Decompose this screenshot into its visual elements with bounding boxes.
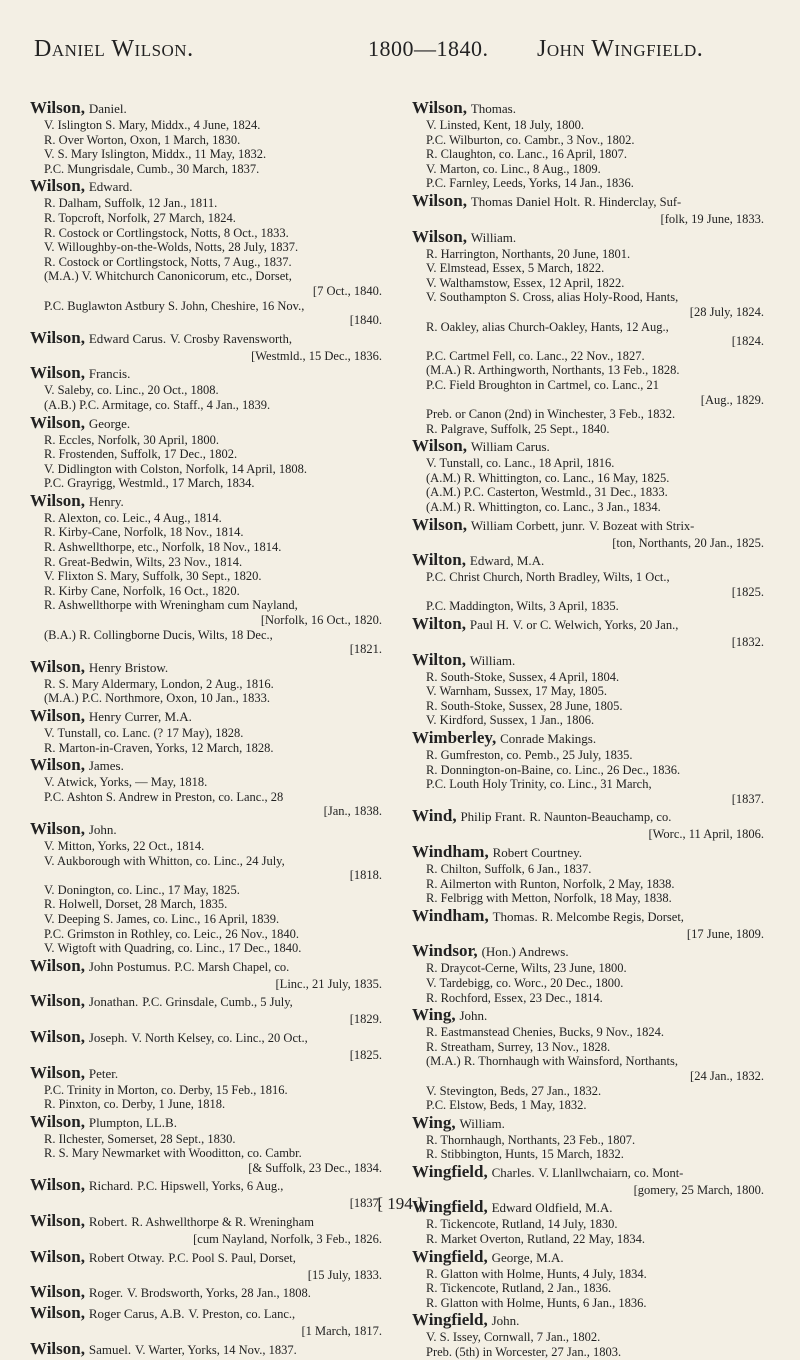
appointment-line: [Linc., 21 July, 1835.	[275, 976, 382, 991]
entry-heading	[30, 413, 388, 433]
entry-surname: Wilson,	[30, 1282, 85, 1302]
entry-given-name: Henry Currer, M.A.	[88, 709, 192, 724]
entry-heading	[30, 363, 388, 383]
entry-inline-appointment: R. Melcombe Regis, Dorset,	[541, 909, 684, 924]
entry-surname: Windsor,	[412, 941, 478, 961]
appointment-line: P.C. Trinity in Morton, co. Derby, 15 Feb., 1816.	[44, 1082, 288, 1097]
appointment-line: R. Claughton, co. Lanc., 16 April, 1807.	[426, 147, 628, 162]
entry-heading	[30, 1027, 388, 1048]
header-center: 1800—1840.	[368, 36, 489, 61]
appointment-line: [1840.	[349, 313, 382, 328]
appointment-line: R. South-Stoke, Sussex, 4 April, 1804.	[426, 669, 620, 684]
appointment-line: R. Chilton, Suffolk, 6 Jan., 1837.	[426, 861, 592, 876]
appointment-line: V. Linsted, Kent, 18 July, 1800.	[426, 118, 584, 132]
appointment-line: V. Willoughby-on-the-Wolds, Notts, 28 July, 1837.	[44, 240, 299, 255]
right-column	[412, 98, 770, 1360]
entry-surname: Wilson,	[30, 176, 85, 196]
appointment-line: [Norfolk, 16 Oct., 1820.	[260, 613, 382, 628]
appointment-line: R. Kirby Cane, Norfolk, 16 Oct., 1820.	[44, 583, 240, 598]
appointment-line: R. Felbrigg with Metton, Norfolk, 18 May, 1838.	[426, 891, 672, 906]
entry-heading	[412, 650, 770, 670]
entry-surname: Wilton,	[412, 614, 467, 634]
appointment-line: R. Ashwellthorpe with Wreningham cum Nayland,	[44, 598, 298, 613]
entry-inline-appointment: P.C. Pool S. Paul, Dorset,	[168, 1250, 296, 1265]
appointment-line: [Jan., 1838.	[323, 804, 382, 819]
appointment-line: P.C. Maddington, Wilts, 3 April, 1835.	[426, 599, 619, 614]
entry-surname: Wilson,	[30, 1175, 85, 1195]
clergy-entry	[30, 98, 388, 176]
clergy-entry	[412, 806, 770, 842]
entry-surname: Wilson,	[30, 755, 85, 775]
entry-given-name: Edward, M.A.	[469, 553, 545, 569]
entry-given-name: Charles.	[491, 1164, 535, 1180]
entry-heading	[412, 842, 770, 862]
appointment-line: R. Ilchester, Somerset, 28 Sept., 1830.	[44, 1131, 236, 1146]
appointment-line: R. Market Overton, Rutland, 22 May, 1834.	[426, 1232, 645, 1247]
entry-inline-appointment: R. Naunton-Beauchamp, co.	[529, 810, 672, 825]
clergy-entry	[412, 191, 770, 227]
entry-given-name: Conrade Makings.	[500, 731, 597, 746]
entry-heading	[412, 227, 770, 247]
appointment-line: R. Thornhaugh, Northants, 23 Feb., 1807.	[426, 1132, 636, 1147]
appointment-line: R. Holwell, Dorset, 28 March, 1835.	[44, 897, 228, 912]
entry-surname: Wilson,	[30, 1111, 85, 1131]
entry-surname: Wingfield,	[412, 1197, 488, 1217]
clergy-entry	[412, 1162, 770, 1198]
appointment-line: R. Ailmerton with Runton, Norfolk, 2 May, 1838.	[426, 876, 675, 891]
entry-heading	[412, 191, 770, 212]
appointment-line: [Westmld., 15 Dec., 1836.	[251, 348, 382, 363]
entry-inline-appointment: V. Llanllwchaiarn, co. Mont-	[538, 1165, 684, 1180]
entry-inline-appointment: V. Bozeat with Strix-	[589, 518, 695, 533]
appointment-line: R. Dalham, Suffolk, 12 Jan., 1811.	[44, 196, 218, 211]
entry-surname: Wilson,	[30, 490, 85, 510]
entry-given-name: Thomas.	[470, 101, 516, 116]
appointment-line: V. Aukborough with Whitton, co. Linc., 24 July,	[44, 853, 285, 868]
appointment-line: R. Costock or Cortlingstock, Notts, 7 Aug., 1837.	[44, 254, 292, 269]
appointment-line: R. Donnington-on-Baine, co. Linc., 26 Dec., 1836.	[426, 762, 681, 777]
entry-surname: Wing,	[412, 1005, 456, 1025]
appointment-line: R. Harrington, Northants, 20 June, 1801.	[426, 246, 631, 261]
entry-given-name: John.	[88, 821, 117, 837]
entry-given-name: Robert Otway.	[88, 1249, 165, 1265]
clergy-entry	[30, 1211, 388, 1247]
appointment-line: [28 July, 1824.	[689, 304, 764, 319]
entry-given-name: John.	[459, 1008, 488, 1024]
entry-surname: Wind,	[412, 806, 457, 826]
entry-surname: Wilton,	[412, 550, 467, 570]
appointment-line: V. Southampton S. Cross, alias Holy-Rood, Hants,	[426, 290, 679, 305]
entry-surname: Wilson,	[30, 1303, 85, 1323]
entry-given-name: Robert Courtney.	[492, 844, 582, 860]
clergy-entry	[30, 1303, 388, 1339]
clergy-entry	[30, 706, 388, 755]
appointment-line: [folk, 19 June, 1833.	[660, 211, 764, 226]
entry-inline-appointment: V. Crosby Ravensworth,	[169, 331, 292, 346]
entry-heading	[30, 328, 388, 349]
clergy-entry	[30, 363, 388, 412]
entry-heading	[30, 491, 388, 511]
entry-surname: Wilson,	[30, 656, 85, 676]
entry-given-name: Edward Carus.	[88, 330, 167, 346]
entry-heading	[412, 550, 770, 570]
appointment-line: R. Marton-in-Craven, Yorks, 12 March, 1828.	[44, 740, 274, 755]
appointment-line: V. Wigtoft with Quadring, co. Linc., 17 Dec., 1840.	[44, 941, 302, 956]
appointment-line: V. Tunstall, co. Lanc., 18 April, 1816.	[426, 456, 615, 471]
clergy-entry	[412, 1310, 770, 1359]
appointment-line: [7 Oct., 1840.	[312, 283, 382, 298]
clergy-entry	[30, 1112, 388, 1176]
appointment-line: [1825.	[731, 584, 764, 599]
entry-heading	[412, 1162, 770, 1183]
appointment-line: R. Rochford, Essex, 23 Dec., 1814.	[426, 990, 603, 1005]
entry-surname: Wilson,	[30, 1062, 85, 1082]
entry-given-name: Francis.	[88, 366, 131, 382]
appointment-line: V. Marton, co. Linc., 8 Aug., 1809.	[426, 161, 601, 176]
clergy-entry	[412, 650, 770, 728]
clergy-entry	[30, 819, 388, 956]
entry-heading	[30, 1282, 388, 1303]
appointment-line: [Worc., 11 April, 1806.	[648, 827, 764, 842]
appointment-line: [24 Jan., 1832.	[690, 1068, 764, 1083]
clergy-entry	[30, 1063, 388, 1112]
clergy-entry	[412, 436, 770, 514]
entry-inline-appointment: P.C. Marsh Chapel, co.	[174, 959, 290, 974]
entry-given-name: William Carus.	[470, 439, 550, 455]
entry-given-name: Edward Oldfield, M.A.	[491, 1200, 613, 1216]
entry-given-name: John Postumus.	[88, 958, 171, 974]
clergy-entry	[30, 1247, 388, 1283]
appointment-line: V. Didlington with Colston, Norfolk, 14 April, 1808.	[44, 461, 307, 476]
entry-given-name: Paul H.	[469, 617, 509, 633]
entry-heading	[412, 436, 770, 456]
appointment-line: [gomery, 25 March, 1800.	[633, 1182, 764, 1197]
appointment-line: R. Over Worton, Oxon, 1 March, 1830.	[44, 132, 241, 147]
appointment-line: P.C. Field Broughton in Cartmel, co. Lanc., 21	[426, 377, 659, 392]
clergy-entry	[412, 550, 770, 614]
clergy-entry	[30, 328, 388, 364]
appointment-line: [1818.	[349, 868, 382, 883]
entry-surname: Wilson,	[30, 1026, 85, 1046]
clergy-entry	[30, 1282, 388, 1303]
appointment-line: R. Alexton, co. Leic., 4 Aug., 1814.	[44, 510, 222, 525]
appointment-line: [1821.	[349, 642, 382, 657]
entry-given-name: Robert.	[88, 1214, 128, 1230]
entry-given-name: Daniel.	[88, 101, 127, 116]
appointment-line: R. Kirby-Cane, Norfolk, 18 Nov., 1814.	[44, 525, 244, 540]
appointment-line: P.C. Elstow, Beds, 1 May, 1832.	[426, 1098, 587, 1113]
appointment-line: V. Flixton S. Mary, Suffolk, 30 Sept., 1820.	[44, 569, 262, 584]
entry-inline-appointment: V. Warter, Yorks, 14 Nov., 1837.	[134, 1342, 297, 1357]
entry-given-name: Joseph.	[88, 1029, 128, 1045]
entry-surname: Wilson,	[30, 706, 85, 725]
entry-given-name: James.	[88, 758, 124, 774]
appointment-line: Preb. (5th) in Worcester, 27 Jan., 1803.	[426, 1345, 622, 1360]
entry-inline-appointment: P.C. Grinsdale, Cumb., 5 July,	[142, 995, 293, 1010]
entry-inline-appointment: V. Brodsworth, Yorks, 28 Jan., 1808.	[127, 1286, 311, 1301]
appointment-line: (B.A.) R. Collingborne Ducis, Wilts, 18 Dec.,	[44, 627, 273, 642]
entry-given-name: George, M.A.	[491, 1249, 564, 1265]
clergy-entry	[412, 728, 770, 806]
appointment-line: [Aug., 1829.	[700, 392, 764, 407]
appointment-line: R. Frostenden, Suffolk, 17 Dec., 1802.	[44, 447, 238, 462]
entry-heading	[412, 1247, 770, 1267]
entry-surname: Windham,	[412, 841, 489, 861]
clergy-entry	[30, 991, 388, 1027]
appointment-line: R. S. Mary Newmarket with Wooditton, co. Cambr.	[44, 1146, 302, 1161]
entry-heading	[412, 806, 770, 827]
entry-surname: Wilson,	[30, 363, 85, 383]
entry-inline-appointment: R. Ashwellthorpe & R. Wreningham	[131, 1215, 314, 1230]
header-left: Daniel Wilson.	[34, 36, 194, 62]
appointment-line: V. Donington, co. Linc., 17 May, 1825.	[44, 882, 240, 897]
appointment-line: V. Kirdford, Sussex, 1 Jan., 1806.	[426, 713, 595, 728]
appointment-line: R. S. Mary Aldermary, London, 2 Aug., 1816.	[44, 676, 274, 691]
appointment-line: (A.M.) P.C. Casterton, Westmld., 31 Dec., 1833.	[426, 485, 668, 500]
appointment-line: P.C. Grayrigg, Westmld., 17 March, 1834.	[44, 476, 255, 491]
appointment-line: R. Costock or Cortlingstock, Notts, 8 Oct., 1833.	[44, 225, 289, 240]
appointment-line: V. S. Mary Islington, Middx., 11 May, 1832.	[44, 147, 267, 162]
entry-given-name: Peter.	[88, 1065, 119, 1081]
header-right: John Wingfield.	[537, 36, 704, 62]
entry-surname: Wilson,	[30, 818, 85, 838]
appointment-line: V. Mitton, Yorks, 22 Oct., 1814.	[44, 838, 205, 853]
entry-surname: Wilson,	[30, 955, 85, 975]
entry-surname: Wilson,	[412, 436, 467, 456]
entry-given-name: Samuel.	[88, 1341, 132, 1357]
entry-given-name: William.	[469, 652, 516, 668]
appointment-line: R. Gumfreston, co. Pemb., 25 July, 1835.	[426, 748, 633, 762]
appointment-line: R. Oakley, alias Church-Oakley, Hants, 12 Aug.,	[426, 319, 669, 334]
entry-surname: Wingfield,	[412, 1246, 488, 1266]
page-header	[34, 36, 770, 76]
entry-heading	[30, 98, 388, 118]
entry-inline-appointment: P.C. Hipswell, Yorks, 6 Aug.,	[137, 1179, 284, 1194]
appointment-line: (M.A.) P.C. Northmore, Oxon, 10 Jan., 1833.	[44, 691, 271, 706]
clergy-entry	[412, 515, 770, 551]
entry-surname: Wilson,	[30, 1338, 85, 1358]
appointment-line: R. Glatton with Holme, Hunts, 4 July, 1834.	[426, 1266, 647, 1281]
entry-given-name: Henry Bristow.	[88, 659, 169, 675]
appointment-line: (M.A.) V. Whitchurch Canonicorum, etc., Dorset,	[44, 269, 292, 284]
entry-surname: Wimberley,	[412, 728, 497, 747]
appointment-line: (A.M.) R. Whittington, co. Lanc., 16 May, 1825.	[426, 470, 670, 485]
entry-surname: Wilson,	[412, 514, 467, 534]
entry-heading	[30, 1247, 388, 1268]
appointment-line: V. Walthamstow, Essex, 12 April, 1822.	[426, 275, 625, 290]
entry-heading	[30, 176, 388, 196]
appointment-line: R. Tickencote, Rutland, 14 July, 1830.	[426, 1217, 618, 1232]
entry-heading	[412, 614, 770, 635]
appointment-line: [1 March, 1817.	[301, 1324, 382, 1339]
appointment-line: R. Glatton with Holme, Hunts, 6 Jan., 1836.	[426, 1295, 647, 1310]
appointment-line: P.C. Christ Church, North Bradley, Wilts, 1 Oct.,	[426, 570, 670, 585]
entry-heading	[30, 657, 388, 677]
appointment-line: R. Great-Bedwin, Wilts, 23 Nov., 1814.	[44, 554, 243, 569]
clergy-entry	[412, 906, 770, 942]
appointment-line: R. Palgrave, Suffolk, 25 Sept., 1840.	[426, 421, 610, 436]
entry-heading	[30, 706, 388, 726]
appointment-line: V. Warnham, Sussex, 17 May, 1805.	[426, 684, 608, 699]
appointment-line: V. Tunstall, co. Lanc. (? 17 May), 1828.	[44, 726, 244, 740]
entry-surname: Wilson,	[30, 412, 85, 432]
appointment-line: V. Atwick, Yorks, — May, 1818.	[44, 775, 208, 790]
clergy-entry	[412, 98, 770, 191]
entry-surname: Wilson,	[30, 1211, 85, 1231]
appointment-line: P.C. Grimston in Rothley, co. Leic., 26 Nov., 1840.	[44, 926, 299, 941]
appointment-line: V. Elmstead, Essex, 5 March, 1822.	[426, 261, 605, 276]
appointment-line: (A.B.) P.C. Armitage, co. Staff., 4 Jan., 1839.	[44, 397, 271, 412]
page-number: [ 194 ]	[377, 1194, 423, 1213]
appointment-line: [1832.	[731, 635, 764, 650]
entry-given-name: William.	[470, 229, 517, 245]
entry-surname: Wilson,	[30, 98, 85, 117]
appointment-line: R. Streatham, Surrey, 13 Nov., 1828.	[426, 1039, 611, 1054]
clergy-entry	[412, 1113, 770, 1162]
entry-heading	[412, 728, 770, 748]
entry-surname: Wilson,	[412, 190, 467, 210]
clergy-entry	[412, 842, 770, 906]
entry-inline-appointment: V. North Kelsey, co. Linc., 20 Oct.,	[131, 1030, 308, 1045]
entry-heading	[412, 515, 770, 536]
clergy-entry	[412, 614, 770, 650]
entry-heading	[412, 941, 770, 961]
entry-surname: Wilson,	[412, 98, 467, 117]
entry-given-name: Edward.	[88, 179, 133, 195]
entry-surname: Wilson,	[412, 226, 467, 246]
entry-heading	[30, 1112, 388, 1132]
entry-heading	[412, 906, 770, 927]
entry-heading	[30, 956, 388, 977]
appointment-line: [1825.	[349, 1047, 382, 1062]
appointment-line: [1837.	[349, 1196, 382, 1211]
appointment-line: V. S. Issey, Cornwall, 7 Jan., 1802.	[426, 1330, 601, 1345]
entry-given-name: William Corbett, junr.	[470, 517, 586, 533]
entry-heading	[30, 1339, 388, 1360]
clergy-entry	[30, 413, 388, 491]
appointment-line: (M.A.) R. Thornhaugh with Wainsford, Northants,	[426, 1054, 678, 1069]
entry-surname: Wilson,	[30, 1246, 85, 1266]
appointment-line: R. Tickencote, Rutland, 2 Jan., 1836.	[426, 1281, 612, 1296]
appointment-line: R. Stibbington, Hunts, 15 March, 1832.	[426, 1147, 624, 1162]
entry-surname: Windham,	[412, 905, 489, 925]
entry-given-name: Henry.	[88, 493, 124, 509]
appointment-line: R. Ashwellthorpe, etc., Norfolk, 18 Nov., 1814.	[44, 540, 282, 555]
entry-given-name: George.	[88, 415, 131, 431]
entry-given-name: Jonathan.	[88, 994, 139, 1010]
appointment-line: [1824.	[731, 334, 764, 349]
appointment-line: V. Tardebigg, co. Worc., 20 Dec., 1800.	[426, 975, 624, 990]
entry-given-name: Thomas Daniel Holt.	[470, 193, 581, 209]
entry-inline-appointment: V. Preston, co. Lanc.,	[188, 1307, 296, 1322]
left-column	[30, 98, 388, 1360]
entry-heading	[30, 819, 388, 839]
entry-given-name: Roger.	[88, 1285, 124, 1301]
appointment-line: V. Saleby, co. Linc., 20 Oct., 1808.	[44, 383, 219, 398]
entry-surname: Wingfield,	[412, 1161, 488, 1181]
entry-surname: Wilson,	[30, 991, 85, 1011]
entry-heading	[412, 98, 770, 118]
clergy-entry	[30, 657, 388, 706]
appointment-line: R. Draycot-Cerne, Wilts, 23 June, 1800.	[426, 961, 627, 976]
appointment-line: P.C. Buglawton Astbury S. John, Cheshire, 16 Nov.,	[44, 298, 305, 313]
appointment-line: P.C. Mungrisdale, Cumb., 30 March, 1837.	[44, 161, 260, 176]
appointment-line: V. Stevington, Beds, 27 Jan., 1832.	[426, 1083, 602, 1098]
appointment-line: (A.M.) R. Whittington, co. Lanc., 3 Jan., 1834.	[426, 500, 661, 515]
entry-given-name: William.	[459, 1115, 505, 1131]
clergy-entry	[30, 176, 388, 327]
entry-given-name: Philip Frant.	[460, 809, 526, 825]
entry-surname: Wilson,	[30, 327, 85, 347]
entry-heading	[30, 1303, 388, 1324]
clergy-entry	[412, 227, 770, 437]
appointment-line: R. Eastmanstead Chenies, Bucks, 9 Nov., 1824.	[426, 1025, 665, 1040]
appointment-line: P.C. Cartmel Fell, co. Lanc., 22 Nov., 1827.	[426, 348, 645, 363]
appointment-line: P.C. Farnley, Leeds, Yorks, 14 Jan., 1836.	[426, 176, 634, 191]
clergy-entry	[412, 941, 770, 1005]
clergy-entry	[30, 755, 388, 819]
clergy-entry	[30, 1027, 388, 1063]
entry-given-name: Roger Carus, A.B.	[88, 1306, 185, 1322]
appointment-line: P.C. Ashton S. Andrew in Preston, co. Lanc., 28	[44, 789, 284, 804]
clergy-entry	[412, 1247, 770, 1311]
entry-surname: Wing,	[412, 1112, 456, 1132]
clergy-entry	[412, 1005, 770, 1113]
appointment-line: V. Deeping S. James, co. Linc., 16 April, 1839.	[44, 911, 280, 926]
appointment-line: [1837.	[731, 791, 764, 806]
entry-given-name: Plumpton, LL.B.	[88, 1114, 177, 1130]
entry-heading	[30, 1063, 388, 1083]
clergy-entry	[30, 1339, 388, 1360]
entry-given-name: John.	[491, 1313, 520, 1329]
appointment-line: P.C. Wilburton, co. Cambr., 3 Nov., 1802.	[426, 132, 635, 147]
appointment-line: R. South-Stoke, Sussex, 28 June, 1805.	[426, 698, 623, 713]
clergy-entry	[30, 956, 388, 992]
appointment-line: V. Islington S. Mary, Middx., 4 June, 1824.	[44, 118, 261, 132]
entry-inline-appointment: R. Hinderclay, Suf-	[584, 194, 682, 209]
entry-given-name: Thomas.	[492, 908, 538, 924]
appointment-line: (M.A.) R. Arthingworth, Northants, 13 Feb., 1828.	[426, 363, 680, 378]
entry-given-name: Richard.	[88, 1178, 134, 1194]
appointment-line: [15 July, 1833.	[307, 1267, 382, 1282]
appointment-line: R. Pinxton, co. Derby, 1 June, 1818.	[44, 1097, 226, 1112]
entry-heading	[30, 755, 388, 775]
appointment-line: [cum Nayland, Norfolk, 3 Feb., 1826.	[193, 1232, 382, 1247]
entry-heading	[412, 1113, 770, 1133]
appointment-line: [1829.	[349, 1012, 382, 1027]
entry-heading	[412, 1005, 770, 1025]
entry-heading	[412, 1310, 770, 1330]
appointment-line: [ton, Northants, 20 Jan., 1825.	[612, 535, 764, 550]
appointment-line: P.C. Louth Holy Trinity, co. Linc., 31 March,	[426, 777, 652, 792]
entry-surname: Wilton,	[412, 649, 467, 669]
clergy-entry	[30, 491, 388, 657]
entry-given-name: (Hon.) Andrews.	[481, 944, 569, 960]
appointment-line: [17 June, 1809.	[686, 926, 764, 941]
appointment-line: R. Topcroft, Norfolk, 27 March, 1824.	[44, 210, 236, 225]
entry-heading	[30, 991, 388, 1012]
entry-inline-appointment: V. or C. Welwich, Yorks, 20 Jan.,	[512, 618, 679, 633]
entry-surname: Wingfield,	[412, 1310, 488, 1330]
appointment-line: R. Eccles, Norfolk, 30 April, 1800.	[44, 432, 219, 447]
appointment-line: [& Suffolk, 23 Dec., 1834.	[248, 1160, 382, 1175]
appointment-line: Preb. or Canon (2nd) in Winchester, 3 Feb., 1832.	[426, 407, 676, 422]
